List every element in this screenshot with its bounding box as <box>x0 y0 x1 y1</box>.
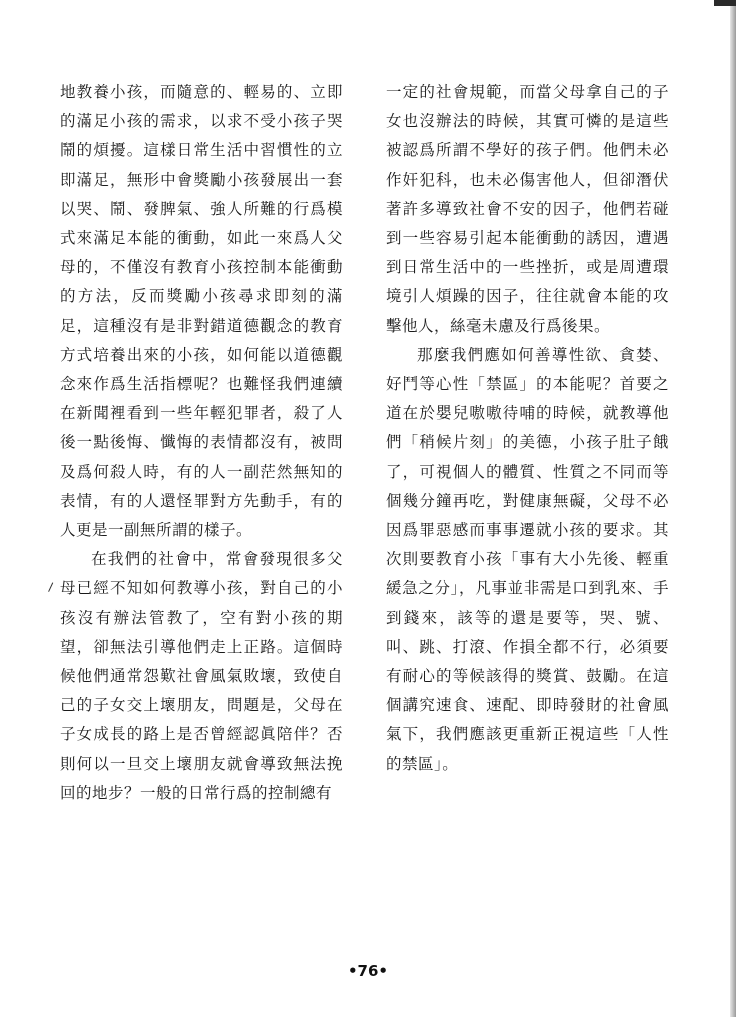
stray-pen-mark <box>48 582 57 593</box>
paragraph-right-1: 一定的社會規範，而當父母拿自己的子女也沒辦法的時候，其實可憐的是這些被認爲所謂不學好的孩子們。他們未必作奸犯科，也未必傷害他人，但卻潛伏著許多導致社會不安的因子，他們若碰到一些容易引起本能衝動的誘因，遭遇到日常生活中的一些挫折，或是周遭環境引人煩躁的因子，往往就會本能的攻擊他人，絲毫未慮及行爲後果。 <box>386 83 669 335</box>
left-column <box>60 78 343 808</box>
paragraph-left-1: 地教養小孩，而隨意的、輕易的、立即的滿足小孩的需求，以求不受小孩子哭鬧的煩擾。這樣日常生活中習慣性的立即滿足，無形中會獎勵小孩發展出一套以哭、鬧、發脾氣、強人所難的行爲模式來滿足本能的衝動，如此一來爲人父母的，不僅沒有教育小孩控制本能衝動的方法，反而獎勵小孩尋求即刻的滿足，這種沒有是非對錯道德觀念的教育方式培養出來的小孩，如何能以道德觀念來作爲生活指標呢？也難怪我們連續在新聞裡看到一些年輕犯罪者，殺了人後一點後悔、懺悔的表情都沒有，被問及爲何殺人時，有的人一副茫然無知的表情，有的人還怪罪對方先動手，有的人更是一副無所謂的樣子。 <box>60 83 343 540</box>
scan-page-edge <box>730 0 736 1017</box>
scan-corner-mark <box>714 0 736 6</box>
paragraph-right-2: 那麼我們應如何善導性欲、貪婪、好鬥等心性「禁區」的本能呢？首要之道在於嬰兒嗷嗷待哺的時候，就教導他們「稍候片刻」的美德，小孩子肚子餓了，可視個人的體質、性質之不同而等個幾分鐘再吃，對健康無礙，父母不必因爲罪惡感而事事遷就小孩的要求。其次則要教育小孩「事有大小先後、輕重緩急之分」，凡事並非需是口到乳來、手到錢來，該等的還是要等，哭、號、叫、跳、打滾、作損全都不行，必須要有耐心的等候該得的獎賞、鼓勵。在這個講究速食、速配、即時發財的社會風氣下，我們應該更重新正視這些「人性的禁區」。 <box>386 345 669 773</box>
page-number: •76• <box>347 962 389 980</box>
right-column <box>386 78 669 779</box>
paragraph-left-2: 在我們的社會中，常會發現很多父母已經不知如何教導小孩，對自己的小孩沒有辦法管教了，空有對小孩的期望，卻無法引導他們走上正路。這個時候他們通常怨歎社會風氣敗壞，致使自己的子女交上壞朋友，問題是，父母在子女成長的路上是否曾經認眞陪伴？否則何以一旦交上壞朋友就會導致無法挽回的地步？一般的日常行爲的控制總有 <box>60 550 343 802</box>
